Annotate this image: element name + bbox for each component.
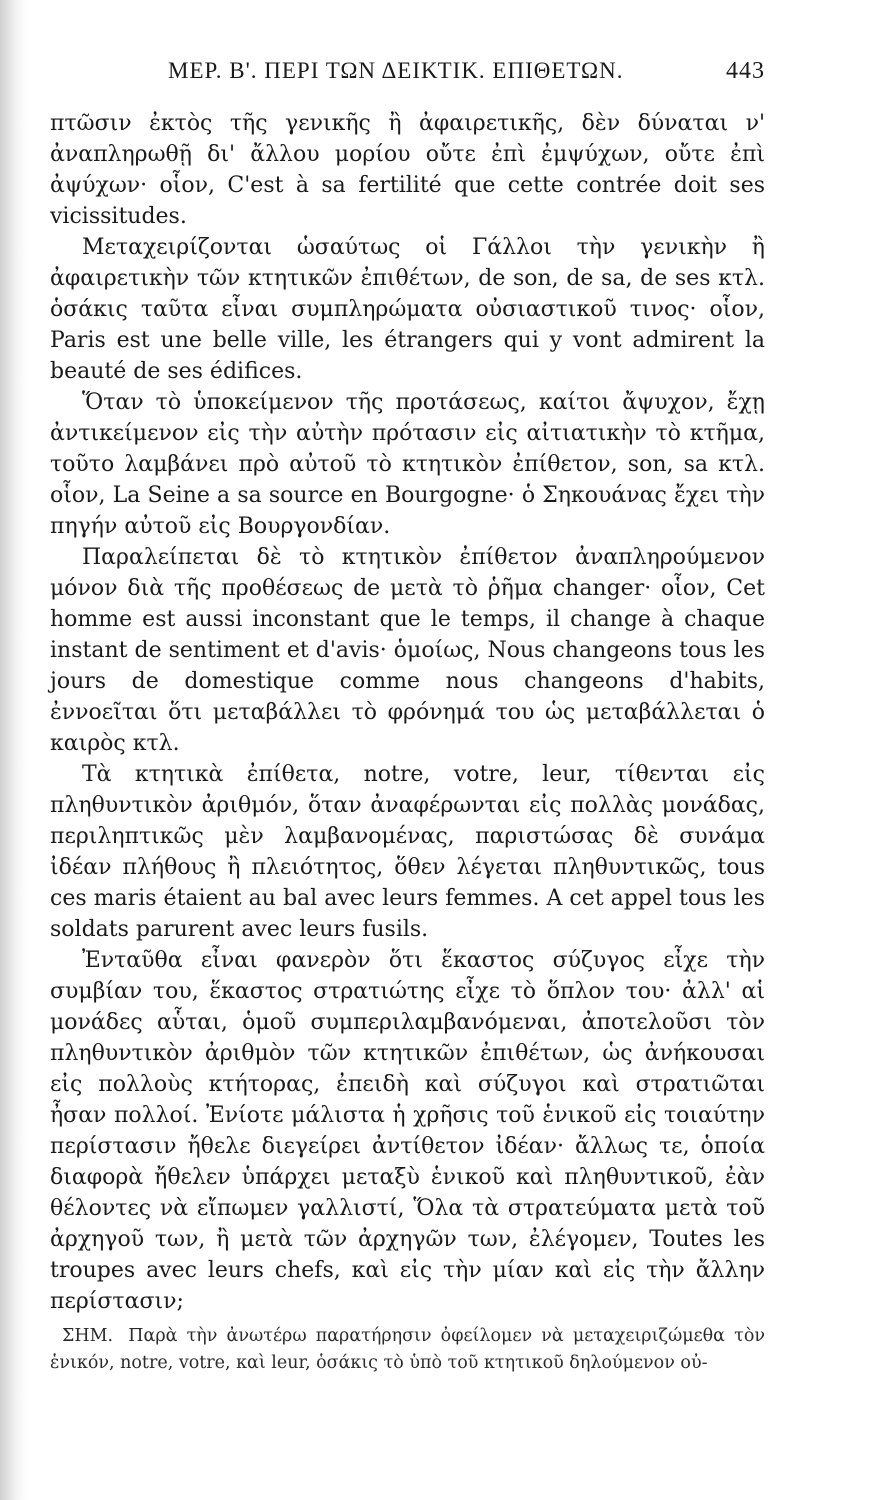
running-header	[50, 52, 765, 92]
note-text: Παρὰ τὴν ἀνωτέρω παρατήρησιν ὀφείλομεν νὰ μεταχειριζώμεθα τὸν ἑνικόν, notre, votre, καὶ leur, ὁσάκις τὸ ὑπὸ τοῦ κτητικοῦ δηλούμενον οὐ-	[50, 1326, 765, 1373]
page-number: 443	[726, 58, 765, 84]
running-title: ΜΕΡ. Β'. ΠΕΡΙ ΤΩΝ ΔΕΙΚΤΙΚ. ΕΠΙΘΕΤΩΝ.	[168, 58, 624, 83]
footnote	[50, 1323, 765, 1377]
page-edge-shadow	[0, 0, 28, 1500]
paragraph-1: πτῶσιν ἐκτὸς τῆς γενικῆς ἢ ἀφαιρετικῆς, δὲν δύναται ν' ἀναπληρωθῇ δι' ἄλλου μορίου οὔτε ἐπὶ ἐμψύχων, οὔτε ἐπὶ ἀψύχων· οἷον, C'est à sa fertilité que cette contrée doit ses vicissitudes.	[50, 111, 765, 229]
paragraph-5: Τὰ κτητικὰ ἐπίθετα, notre, votre, leur, τίθενται εἰς πληθυντικὸν ἀριθμόν, ὅταν ἀναφέρωνται εἰς πολλὰς μονάδας, περιληπτικῶς μὲν λαμβανομένας, παριστώσας δὲ συνάμα ἰδέαν πλήθους ἢ πλειότητος, ὅθεν λέγεται πληθυντικῶς, tous ces maris étaient au bal avec leurs femmes. A cet appel tous les soldats parurent avec leurs fusils.	[50, 762, 765, 942]
note-label: ΣΗΜ.	[62, 1326, 114, 1346]
paragraph-3: Ὅταν τὸ ὑποκείμενον τῆς προτάσεως, καίτοι ἄψυχον, ἔχῃ ἀντικείμενον εἰς τὴν αὐτὴν πρότασιν εἰς αἰτιατικὴν τὸ κτῆμα, τοῦτο λαμβάνει πρὸ αὐτοῦ τὸ κτητικὸν ἐπίθετον, son, sa κτλ. οἷον, La Seine a sa source en Bourgogne· ὁ Σηκουάνας ἔχει τὴν πηγήν αὐτοῦ εἰς Βουργονδίαν.	[50, 390, 765, 539]
paragraph-4: Παραλείπεται δὲ τὸ κτητικὸν ἐπίθετον ἀναπληρούμενον μόνον διὰ τῆς προθέσεως de μετὰ τὸ ῥῆμα changer· οἷον, Cet homme est aussi inconstant que le temps, il change à chaque instant de sentiment et d'avis· ὁμοίως, Nous changeons tous les jours de domestique comme nous changeons d'habits, ἐννοεῖται ὅτι μεταβάλλει τὸ φρόνημά του ὡς μεταβάλλεται ὁ καιρὸς κτλ.	[50, 545, 765, 756]
paragraph-2: Μεταχειρίζονται ὡσαύτως οἱ Γάλλοι τὴν γενικὴν ἢ ἀφαιρετικὴν τῶν κτητικῶν ἐπιθέτων, de son, de sa, de ses κτλ. ὁσάκις ταῦτα εἶναι συμπληρώματα οὐσιαστικοῦ τινος· οἷον, Paris est une belle ville, les étrangers qui y vont admirent la beauté de ses édifices.	[50, 235, 765, 384]
book-page	[50, 52, 765, 1377]
paragraph-6: Ἐνταῦθα εἶναι φανερὸν ὅτι ἕκαστος σύζυγος εἶχε τὴν συμβίαν του, ἕκαστος στρατιώτης εἶχε τὸ ὅπλον του· ἀλλ' αἱ μονάδες αὗται, ὁμοῦ συμπεριλαμβανόμεναι, ἀποτελοῦσι τὸν πληθυντικὸν ἀριθμὸν τῶν κτητικῶν ἐπιθέτων, ὡς ἀνήκουσαι εἰς πολλοὺς κτήτορας, ἐπειδὴ καὶ σύζυγοι καὶ στρατιῶται ἦσαν πολλοί. Ἐνίοτε μάλιστα ἡ χρῆσις τοῦ ἑνικοῦ εἰς τοιαύτην περίστασιν ἤθελε διεγείρει ἀντίθετον ἰδέαν· ἄλλως τε, ὁποία διαφορὰ ἤθελεν ὑπάρχει μεταξὺ ἑνικοῦ καὶ πληθυντικοῦ, ἐὰν θέλοντες νὰ εἴπωμεν γαλλιστί, Ὅλα τὰ στρατεύματα μετὰ τοῦ ἀρχηγοῦ των, ἢ μετὰ τῶν ἀρχηγῶν των, ἐλέγομεν, Toutes les troupes avec leurs chefs, καὶ εἰς τὴν μίαν καὶ εἰς τὴν ἄλλην περίστασιν;	[50, 948, 765, 1314]
body-text	[50, 108, 765, 1317]
